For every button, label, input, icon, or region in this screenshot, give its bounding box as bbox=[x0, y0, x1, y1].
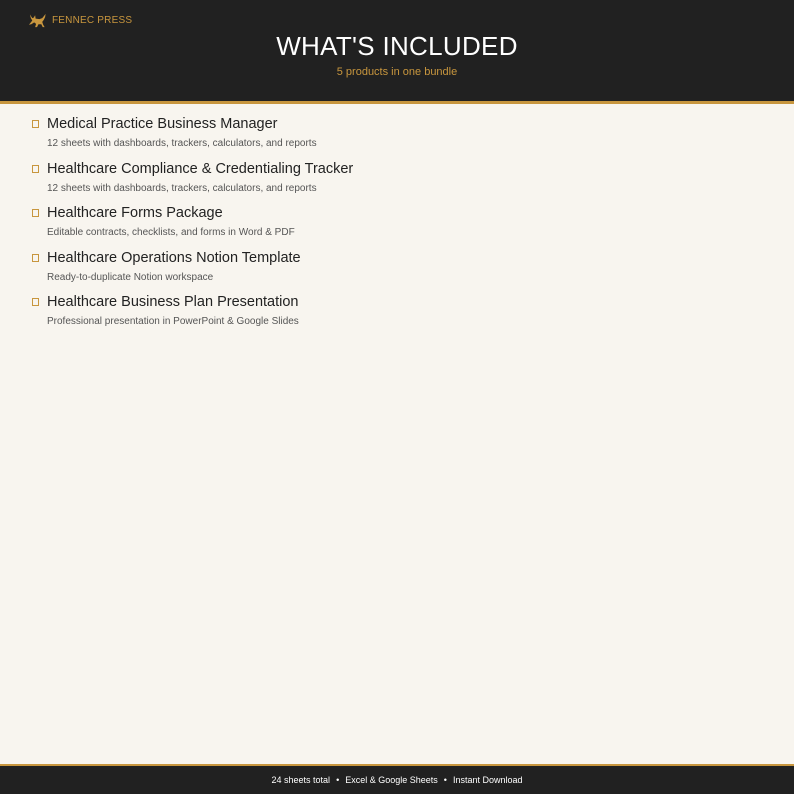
footer-separator: • bbox=[336, 775, 340, 785]
footer-sheet-count: 24 sheets total bbox=[271, 775, 331, 785]
item-description: Editable contracts, checklists, and forms in Word & PDF bbox=[47, 227, 295, 238]
header-banner bbox=[0, 0, 794, 104]
item-description: Professional presentation in PowerPoint & Google Slides bbox=[47, 316, 299, 327]
item-title: Healthcare Operations Notion Template bbox=[47, 249, 301, 266]
page-title: WHAT'S INCLUDED bbox=[276, 31, 518, 61]
square-bullet-icon bbox=[32, 254, 39, 262]
brand bbox=[28, 12, 132, 29]
square-bullet-icon bbox=[32, 209, 39, 217]
item-description: Ready-to-duplicate Notion workspace bbox=[47, 271, 214, 283]
item-description: 12 sheets with dashboards, trackers, calculators, and reports bbox=[47, 138, 317, 149]
fox-logo-icon bbox=[28, 12, 47, 29]
item-title: Healthcare Forms Package bbox=[47, 205, 223, 221]
square-bullet-icon bbox=[32, 298, 39, 306]
item-description: 12 sheets with dashboards, trackers, calculators, and reports bbox=[47, 182, 317, 194]
item-title: Medical Practice Business Manager bbox=[47, 116, 278, 132]
item-title: Healthcare Business Plan Presentation bbox=[47, 294, 299, 310]
brand-name: FENNEC PRESS bbox=[52, 15, 133, 26]
footer-formats: Excel & Google Sheets bbox=[345, 775, 438, 785]
footer-bar bbox=[0, 764, 794, 794]
footer-separator: • bbox=[443, 775, 447, 785]
page-subtitle: 5 products in one bundle bbox=[336, 66, 458, 78]
item-title: Healthcare Compliance & Credentialing Tracker bbox=[47, 160, 354, 177]
square-bullet-icon bbox=[32, 120, 39, 128]
footer-delivery: Instant Download bbox=[452, 775, 523, 785]
square-bullet-icon bbox=[32, 165, 39, 173]
